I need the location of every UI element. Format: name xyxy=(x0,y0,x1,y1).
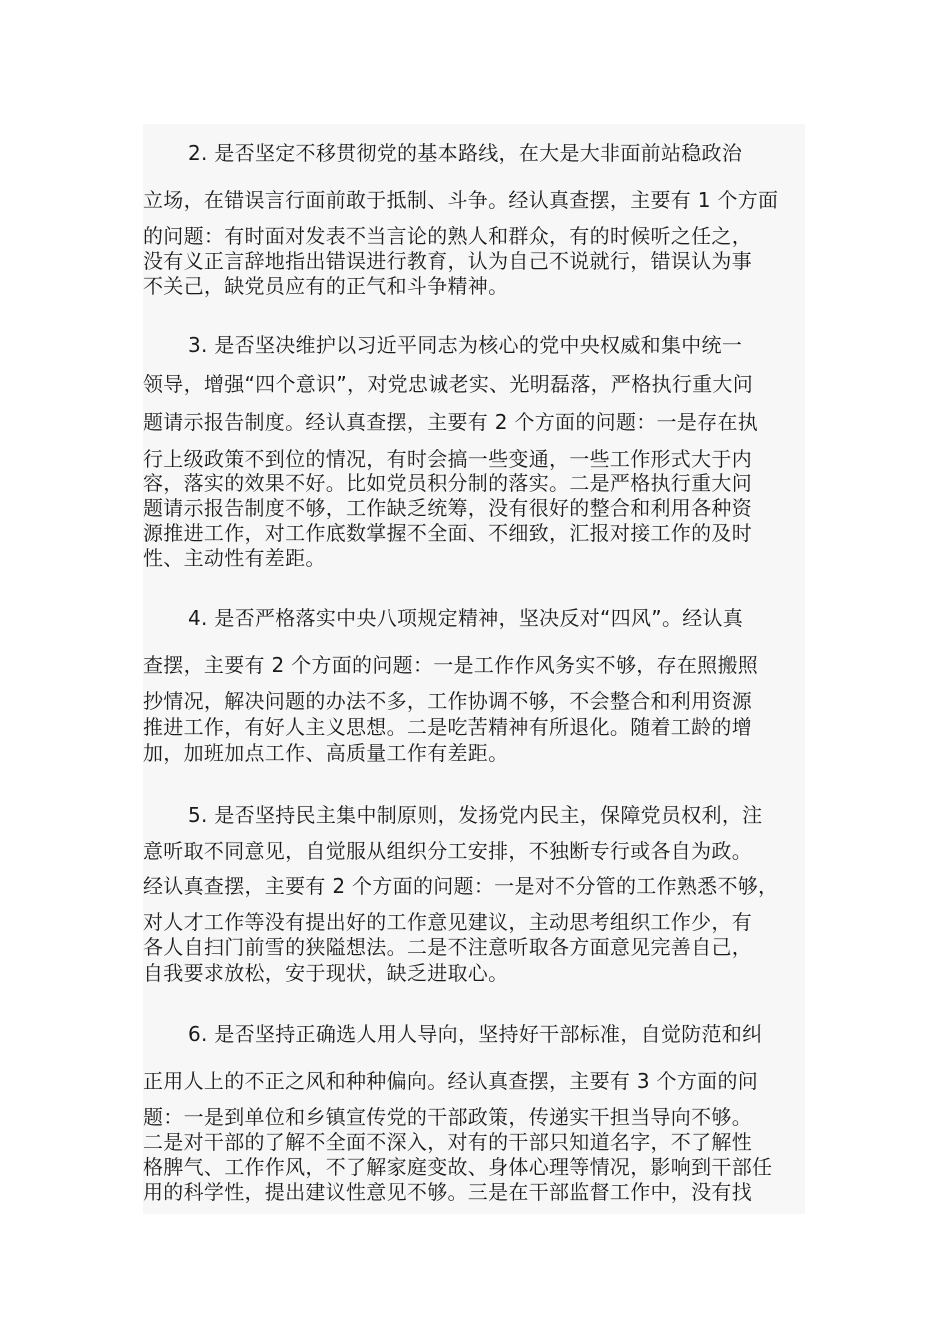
paragraph-line: 源推进工作，对工作底数掌握不全面、不细致，汇报对接工作的及时 xyxy=(143,521,752,545)
paragraph-line: 题：一是到单位和乡镇宣传党的干部政策，传递实干担当导向不够。 xyxy=(143,1105,752,1129)
paragraph-line: 4. 是否严格落实中央八项规定精神，坚决反对“四风”。经认真 xyxy=(188,606,744,630)
paragraph-line: 对人才工作等没有提出好的工作意见建议，主动思考组织工作少，有 xyxy=(143,910,752,934)
paragraph-line: 抄情况，解决问题的办法不多，工作协调不够，不会整合和利用资源 xyxy=(143,689,752,713)
paragraph-line: 自我要求放松，安于现状，缺乏进取心。 xyxy=(143,961,509,985)
paragraph-line: 2. 是否坚定不移贯彻党的基本路线，在大是大非面前站稳政治 xyxy=(188,141,743,165)
paragraph-line: 不关己，缺党员应有的正气和斗争精神。 xyxy=(143,274,509,298)
paragraph-line: 5. 是否坚持民主集中制原则，发扬党内民主，保障党员权利，注 xyxy=(188,803,763,827)
paragraph-line: 推进工作，有好人主义思想。二是吃苦精神有所退化。随着工龄的增 xyxy=(143,715,752,739)
paragraph-line: 3. 是否坚决维护以习近平同志为核心的党中央权威和集中统一 xyxy=(188,333,743,357)
paragraph-line: 查摆，主要有 2 个方面的问题：一是工作作风务实不够，存在照搬照 xyxy=(143,653,759,677)
paragraph-line: 容，落实的效果不好。比如党员积分制的落实。二是严格执行重大问 xyxy=(143,471,752,495)
paragraph-line: 没有义正言辞地指出错误进行教育，认为自己不说就行，错误认为事 xyxy=(143,249,752,273)
paragraph-line: 格脾气、工作作风，不了解家庭变故、身体心理等情况，影响到干部任 xyxy=(143,1155,773,1179)
paragraph-line: 性、主动性有差距。 xyxy=(143,546,326,570)
paragraph-line: 6. 是否坚持正确选人用人导向，坚持好干部标准，自觉防范和纠 xyxy=(188,1022,763,1046)
paragraph-line: 题请示报告制度。经认真查摆，主要有 2 个方面的问题：一是存在执 xyxy=(143,410,759,434)
document-body xyxy=(143,124,805,1214)
paragraph-line: 二是对干部的了解不全面不深入，对有的干部只知道名字，不了解性 xyxy=(143,1130,752,1154)
paragraph-line: 的问题：有时面对发表不当言论的熟人和群众，有的时候听之任之， xyxy=(143,224,752,248)
paragraph-line: 经认真查摆，主要有 2 个方面的问题：一是对不分管的工作熟悉不够， xyxy=(143,874,779,898)
paragraph-line: 加，加班加点工作、高质量工作有差距。 xyxy=(143,741,509,765)
paragraph-line: 行上级政策不到位的情况，有时会搞一些变通，一些工作形式大于内 xyxy=(143,447,752,471)
paragraph-line: 意听取不同意见，自觉服从组织分工安排，不独断专行或各自为政。 xyxy=(143,839,752,863)
paragraph-line: 各人自扫门前雪的狭隘想法。二是不注意听取各方面意见完善自己， xyxy=(143,935,752,959)
paragraph-line: 用的科学性，提出建议性意见不够。三是在干部监督工作中，没有找 xyxy=(143,1180,752,1204)
paragraph-line: 领导，增强“四个意识”，对党忠诚老实、光明磊落，严格执行重大问 xyxy=(143,372,754,396)
paragraph-line: 正用人上的不正之风和种种偏向。经认真查摆，主要有 3 个方面的问 xyxy=(143,1069,759,1093)
paragraph-line: 立场，在错误言行面前敢于抵制、斗争。经认真查摆，主要有 1 个方面 xyxy=(143,188,779,212)
paragraph-line: 题请示报告制度不够，工作缺乏统筹，没有很好的整合和利用各种资 xyxy=(143,496,752,520)
